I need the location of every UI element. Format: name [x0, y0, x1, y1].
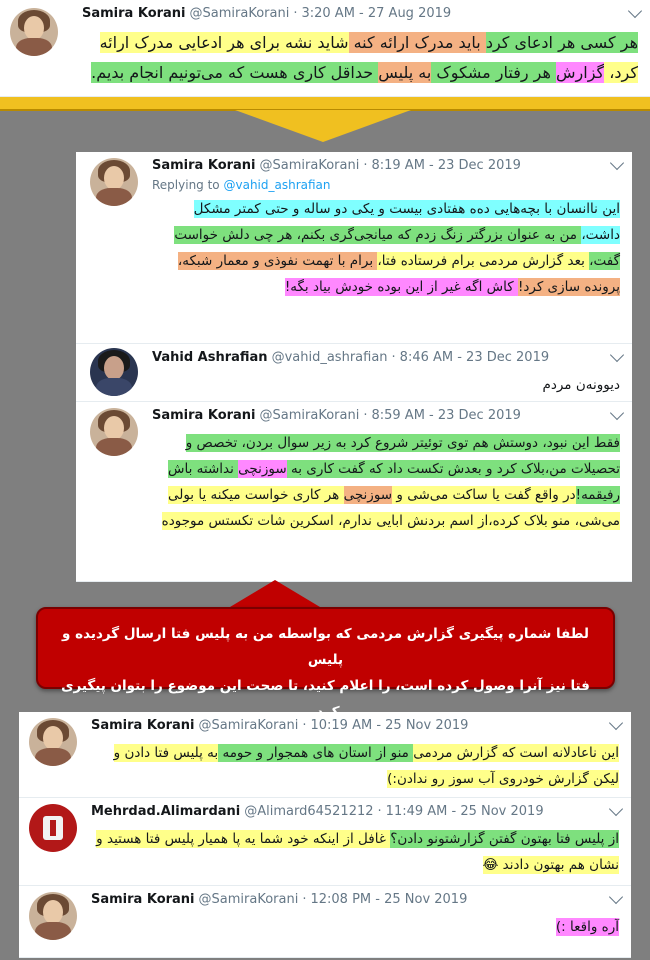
author-handle[interactable]: @vahid_ashrafian — [271, 350, 388, 365]
banner-line-1: لطفا شماره پیگیری گزارش مردمی که بواسطه من به پلیس فتا ارسال گردیده و پلیس — [62, 626, 589, 668]
callout-banner — [36, 607, 615, 694]
author-name[interactable]: Vahid Ashrafian — [152, 350, 268, 365]
author-name[interactable]: Samira Korani — [82, 6, 186, 21]
author-name[interactable]: Samira Korani — [91, 892, 195, 907]
author-handle[interactable]: @SamiraKorani — [198, 718, 299, 733]
tweet-header: Samira Korani @SamiraKorani · 8:59 AM - 23 Dec 2019 — [152, 408, 521, 423]
tweet-text-segment: سوزنچی — [238, 461, 287, 477]
tweet-text-segment: برام با تهمت نفوذی و معمار شبکه، پرونده سازی کرد! — [177, 253, 620, 295]
tweet-header: Samira Korani @SamiraKorani · 3:20 AM - 27 Aug 2019 — [82, 6, 452, 21]
avatar[interactable] — [90, 408, 138, 456]
author-name[interactable]: Samira Korani — [152, 408, 256, 423]
tweet-text-segment: نداشته باش رفیقمه! — [168, 461, 620, 503]
author-name[interactable]: Samira Korani — [91, 718, 195, 733]
gold-arrow — [235, 110, 411, 142]
author-name[interactable]: Mehrdad.Alimardani — [91, 804, 241, 819]
tweet-timestamp[interactable]: 8:46 AM - 23 Dec 2019 — [399, 350, 550, 365]
tweet-text — [152, 430, 620, 534]
avatar[interactable] — [29, 804, 77, 852]
tweet-text — [152, 196, 620, 300]
author-handle[interactable]: @SamiraKorani — [189, 6, 290, 21]
reply-prefix: Replying to — [152, 178, 220, 192]
tweet-timestamp[interactable]: 11:49 AM - 25 Nov 2019 — [385, 804, 544, 819]
tweet-header: Samira Korani @SamiraKorani · 10:19 AM - 25 Nov 2019 — [91, 718, 469, 733]
tweet-timestamp[interactable]: 8:19 AM - 23 Dec 2019 — [371, 158, 521, 173]
tweet-timestamp[interactable]: 10:19 AM - 25 Nov 2019 — [310, 718, 469, 733]
tweet-text-segment: هر کسی هر ادعای کرد — [485, 33, 638, 52]
banner-line-2: فتا نیز آنرا وصول کرده است، را اعلام کنید، تا صحت این موضوع را بتوان پیگیری — [61, 678, 590, 694]
tweet-header: Vahid Ashrafian @vahid_ashrafian · 8:46 AM - 23 Dec 2019 — [152, 350, 550, 365]
replying-to — [152, 178, 620, 192]
tweet-card-top — [0, 0, 650, 97]
author-name[interactable]: Samira Korani — [152, 158, 256, 173]
tweet-text-segment: از پلیس فتا بهتون گفتن گزارشتونو دادن؟ — [390, 831, 619, 847]
tweet-text — [82, 28, 638, 88]
author-handle[interactable]: @SamiraKorani — [198, 892, 299, 907]
avatar[interactable] — [90, 348, 138, 396]
tweet-text — [152, 372, 620, 398]
reply-to-link[interactable]: @vahid_ashrafian — [223, 178, 331, 192]
author-handle[interactable]: @SamiraKorani — [259, 408, 360, 423]
tweet-text — [91, 740, 619, 792]
avatar[interactable] — [10, 8, 58, 56]
author-handle[interactable]: @Alimard64521212 — [244, 804, 374, 819]
tweet-timestamp[interactable]: 12:08 PM - 25 Nov 2019 — [310, 892, 468, 907]
tweet-timestamp[interactable]: 3:20 AM - 27 Aug 2019 — [301, 6, 452, 21]
tweet-text-segment: گزارش — [556, 63, 605, 82]
tweet[interactable] — [0, 0, 650, 97]
avatar[interactable] — [90, 158, 138, 206]
author-handle[interactable]: @SamiraKorani — [259, 158, 360, 173]
tweet-text-segment: هر رفتار مشکوک — [431, 63, 557, 82]
tweet-text-segment: باید مدرک ارائه کنه — [348, 33, 486, 52]
tweet-text-segment: به پلیس فتا دادن و لیکن گزارش خودروی آب سوز رو ندادن:) — [113, 745, 619, 787]
tweet-header: Mehrdad.Alimardani @Alimard64521212 · 11:49 AM - 25 Nov 2019 — [91, 804, 544, 819]
tweet-thread-card — [76, 152, 632, 582]
tweet[interactable] — [19, 886, 631, 958]
gold-connector-bar — [0, 97, 650, 111]
tweet-text-segment: منو از استان های همجوار و حومه — [218, 745, 414, 761]
tweet-text-segment: در واقع گفت یا ساکت می‌شی و — [392, 487, 576, 503]
tweet-text-segment: این ناعادلانه است که گزارش مردمی — [413, 745, 619, 761]
tweet-header: Samira Korani @SamiraKorani · 8:19 AM - 23 Dec 2019 — [152, 158, 521, 173]
banner-arrow — [225, 580, 325, 610]
tweet-text-segment: هر کاری خواست میکنه یا بولی می‌شی، منو بلاک کرده،از اسم بردنش ابایی ندارم، اسکرین شات تکستس موجوده — [161, 487, 620, 529]
tweet[interactable] — [19, 798, 631, 886]
avatar[interactable] — [29, 892, 77, 940]
tweet[interactable] — [76, 152, 632, 344]
avatar[interactable] — [29, 718, 77, 766]
tweet-text-segment: کاش اگه غیر از این بوده خودش بیاد بگه! — [284, 279, 518, 295]
tweet-text-segment: من به عنوان بزرگتر زنگ زدم که میانجی‌گری بکنم، هر چی دلش خواست گفت، — [174, 227, 620, 269]
tweet-text-segment: آره واقعا :) — [555, 919, 619, 935]
tweet-text-segment: بعد گزارش مردمی برام فرستاده فتا، — [377, 253, 590, 269]
tweet-text-segment: شاید نشه برای هر ادعایی مدرک ارائه کرد، — [99, 33, 638, 82]
tweet-text-segment: به پلیس — [378, 63, 432, 82]
tweet-text-segment: دیوونه‌ن مردم — [542, 377, 620, 393]
tweet-text-segment: این ناانسان با بچه‌هایی ده‌ه هفتادی بیست و یکی دو ساله و حتی کمتر مشکل داشت، — [193, 201, 620, 243]
tweet-text-segment: حداقل کاری هست که می‌تونیم انجام بدیم. — [91, 63, 379, 82]
tweet-text — [91, 914, 619, 940]
tweet[interactable] — [76, 344, 632, 402]
tweet[interactable] — [19, 712, 631, 798]
tweet-timestamp[interactable]: 8:59 AM - 23 Dec 2019 — [371, 408, 521, 423]
tweet-text-segment: فقط این نبود، دوستش هم توی توئیتر شروع کرد به زیر سوال بردن، تخصص و تحصیلات من،بلاک کرد و بعدش تکست داد که گفت کاری به — [185, 435, 620, 477]
tweet-text-segment: غافل از اینکه خود شما یه پا همیار پلیس فتا هستید و نشان هم بهتون دادند 😂 — [96, 831, 619, 873]
tweet-text-segment: سوزنچی — [343, 487, 393, 503]
tweet-header: Samira Korani @SamiraKorani · 12:08 PM - 25 Nov 2019 — [91, 892, 468, 907]
tweet-text — [91, 826, 619, 878]
tweet[interactable] — [76, 402, 632, 580]
tweet-thread-card — [19, 712, 631, 958]
